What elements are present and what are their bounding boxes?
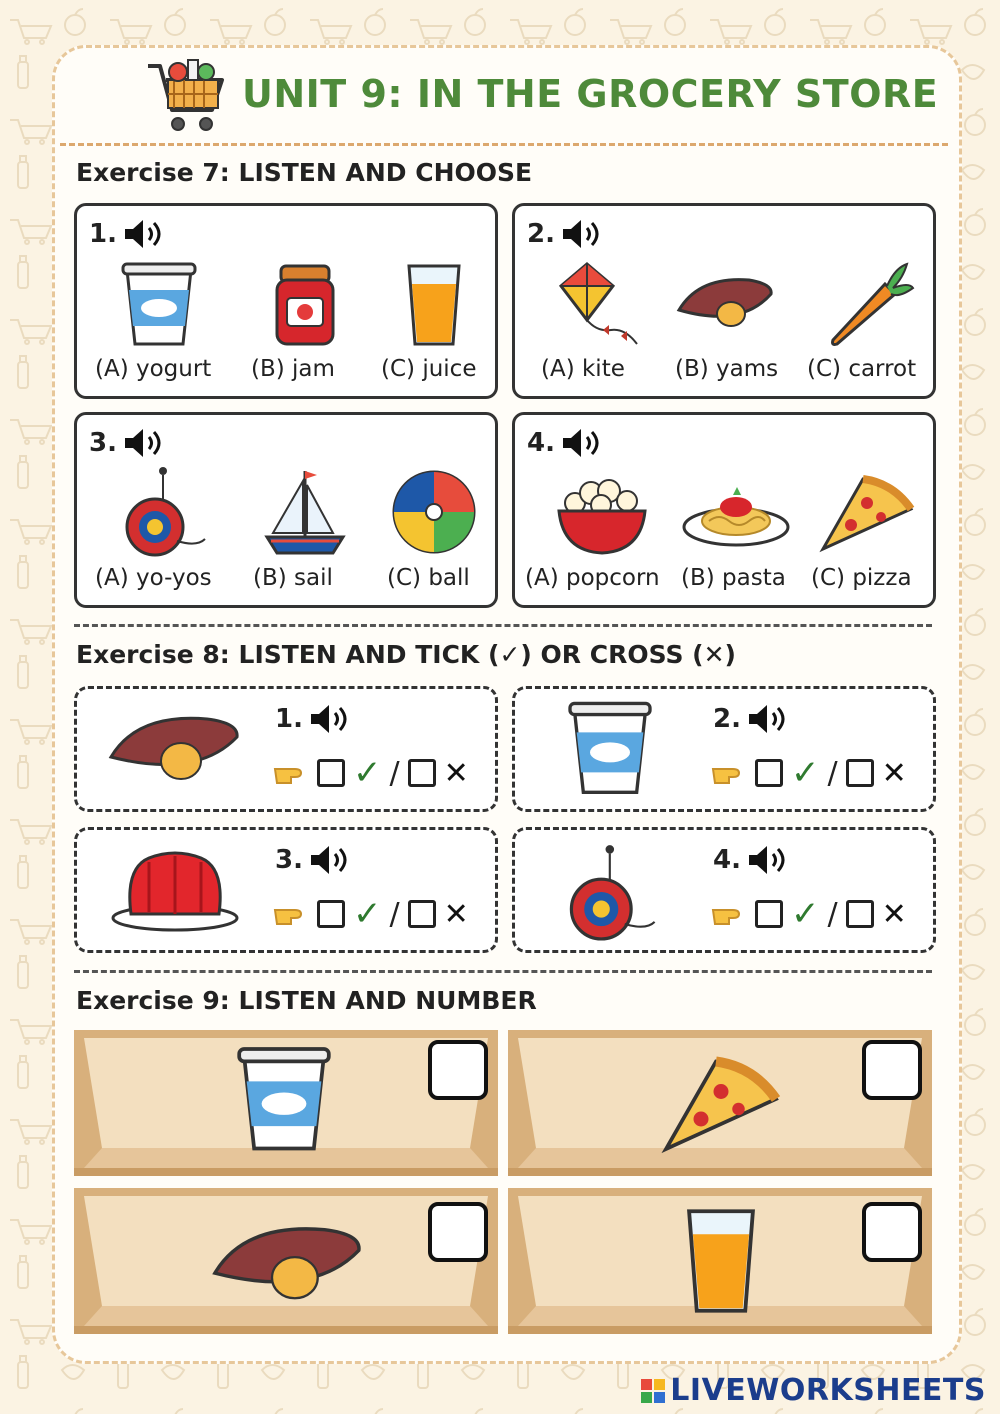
exercise8-title: Exercise 8: LISTEN AND TICK (✓) OR CROSS (✕) [76, 640, 736, 669]
page-title: UNIT 9: IN THE GROCERY STORE [242, 72, 939, 116]
ex7-q3-option-c[interactable]: (C) ball [387, 565, 470, 591]
cross-mark: ✕ [881, 755, 907, 791]
yams-icon [107, 707, 243, 791]
popcorn-icon[interactable] [555, 469, 649, 557]
footer-brand [640, 1373, 986, 1408]
choice-separator: / [827, 755, 838, 791]
ex9-number-box-1[interactable] [428, 1040, 488, 1100]
carrot-icon[interactable] [825, 260, 915, 350]
yogurt-icon [565, 699, 655, 799]
speaker-icon[interactable] [561, 218, 603, 250]
sailboat-icon[interactable] [263, 465, 347, 559]
ex7-question-3 [74, 412, 498, 608]
ex7-q3-option-b[interactable]: (B) sail [253, 565, 333, 591]
ex7-q1-number: 1. [89, 218, 165, 250]
speaker-icon[interactable] [309, 844, 351, 876]
tick-checkbox[interactable] [755, 759, 783, 787]
juice-icon[interactable] [405, 262, 463, 348]
speaker-icon[interactable] [123, 427, 165, 459]
tick-checkbox[interactable] [317, 759, 345, 787]
choice-separator: / [389, 896, 400, 932]
choice-separator: / [827, 896, 838, 932]
speaker-icon[interactable] [309, 703, 351, 735]
ex7-question-1 [74, 203, 498, 399]
pointing-hand-icon [273, 900, 309, 928]
jelly-icon [109, 848, 241, 934]
pointing-hand-icon [273, 759, 309, 787]
cross-mark: ✕ [443, 896, 469, 932]
ex7-q1-option-b[interactable]: (B) jam [251, 356, 335, 382]
ex7-q1-option-a[interactable]: (A) yogurt [95, 356, 212, 382]
speaker-icon[interactable] [123, 218, 165, 250]
ex7-q2-option-b[interactable]: (B) yams [675, 356, 779, 382]
yams-icon[interactable] [675, 270, 775, 340]
kite-icon[interactable] [555, 260, 645, 350]
ex8-item4-choice [711, 894, 907, 934]
ex7-q1-option-c[interactable]: (C) juice [381, 356, 477, 382]
exercise9-title: Exercise 9: LISTEN AND NUMBER [76, 986, 537, 1015]
cross-mark: ✕ [443, 755, 469, 791]
pizza-icon [658, 1054, 784, 1154]
tick-checkbox[interactable] [755, 900, 783, 928]
ex9-number-box-2[interactable] [862, 1040, 922, 1100]
beach-ball-icon[interactable] [391, 469, 477, 555]
ex7-question-4 [512, 412, 936, 608]
ex8-item3-number: 3. [275, 844, 351, 876]
choice-separator: / [389, 755, 400, 791]
cross-checkbox[interactable] [846, 759, 874, 787]
ex8-item3-choice [273, 894, 469, 934]
ex8-item2-number: 2. [713, 703, 789, 735]
cross-checkbox[interactable] [408, 759, 436, 787]
ex7-q2-option-c[interactable]: (C) carrot [807, 356, 917, 382]
cross-checkbox[interactable] [846, 900, 874, 928]
speaker-icon[interactable] [747, 703, 789, 735]
ex7-q2-option-a[interactable]: (A) kite [541, 356, 625, 382]
ex8-item1-number: 1. [275, 703, 351, 735]
yoyo-icon[interactable] [121, 465, 211, 557]
ex7-q2-number: 2. [527, 218, 603, 250]
ex9-number-box-3[interactable] [428, 1202, 488, 1262]
tick-mark: ✓ [791, 753, 820, 793]
pasta-icon[interactable] [681, 477, 791, 549]
pointing-hand-icon [711, 900, 747, 928]
ex7-q3-option-a[interactable]: (A) yo-yos [95, 565, 212, 591]
speaker-icon[interactable] [747, 844, 789, 876]
ex7-q4-option-c[interactable]: (C) pizza [811, 565, 912, 591]
ex7-q3-number: 3. [89, 427, 165, 459]
ex8-item4-number: 4. [713, 844, 789, 876]
ex8-item-1 [74, 686, 498, 812]
ex8-item1-choice [273, 753, 469, 793]
cross-mark: ✕ [881, 896, 907, 932]
ex9-number-box-4[interactable] [862, 1202, 922, 1262]
ex9-shelf-1 [74, 1030, 498, 1176]
tick-mark: ✓ [353, 894, 382, 934]
yoyo-icon [565, 842, 661, 942]
section-divider [74, 970, 932, 973]
yams-icon [210, 1216, 366, 1312]
liveworksheets-logo-icon [640, 1378, 666, 1404]
ex9-shelf-3 [74, 1188, 498, 1334]
ex7-question-2 [512, 203, 936, 399]
yogurt-icon [234, 1044, 334, 1156]
tick-mark: ✓ [791, 894, 820, 934]
section-divider [74, 624, 932, 627]
pointing-hand-icon [711, 759, 747, 787]
header-divider [60, 143, 948, 146]
cross-checkbox[interactable] [408, 900, 436, 928]
ex7-q4-number: 4. [527, 427, 603, 459]
yogurt-icon[interactable] [119, 260, 199, 350]
ex8-item-2 [512, 686, 936, 812]
ex8-item-4 [512, 827, 936, 953]
footer-brand-text: LIVEWORKSHEETS [670, 1373, 986, 1408]
ex7-q4-option-a[interactable]: (A) popcorn [525, 565, 660, 591]
ex7-q4-option-b[interactable]: (B) pasta [681, 565, 786, 591]
shopping-cart-icon [144, 52, 228, 136]
tick-checkbox[interactable] [317, 900, 345, 928]
tick-mark: ✓ [353, 753, 382, 793]
speaker-icon[interactable] [561, 427, 603, 459]
exercise7-title: Exercise 7: LISTEN AND CHOOSE [76, 158, 533, 187]
ex9-shelf-4 [508, 1188, 932, 1334]
ex8-item2-choice [711, 753, 907, 793]
juice-icon [684, 1206, 758, 1316]
ex8-item-3 [74, 827, 498, 953]
jam-icon[interactable] [273, 262, 337, 348]
ex9-shelf-2 [508, 1030, 932, 1176]
pizza-icon[interactable] [819, 473, 915, 553]
